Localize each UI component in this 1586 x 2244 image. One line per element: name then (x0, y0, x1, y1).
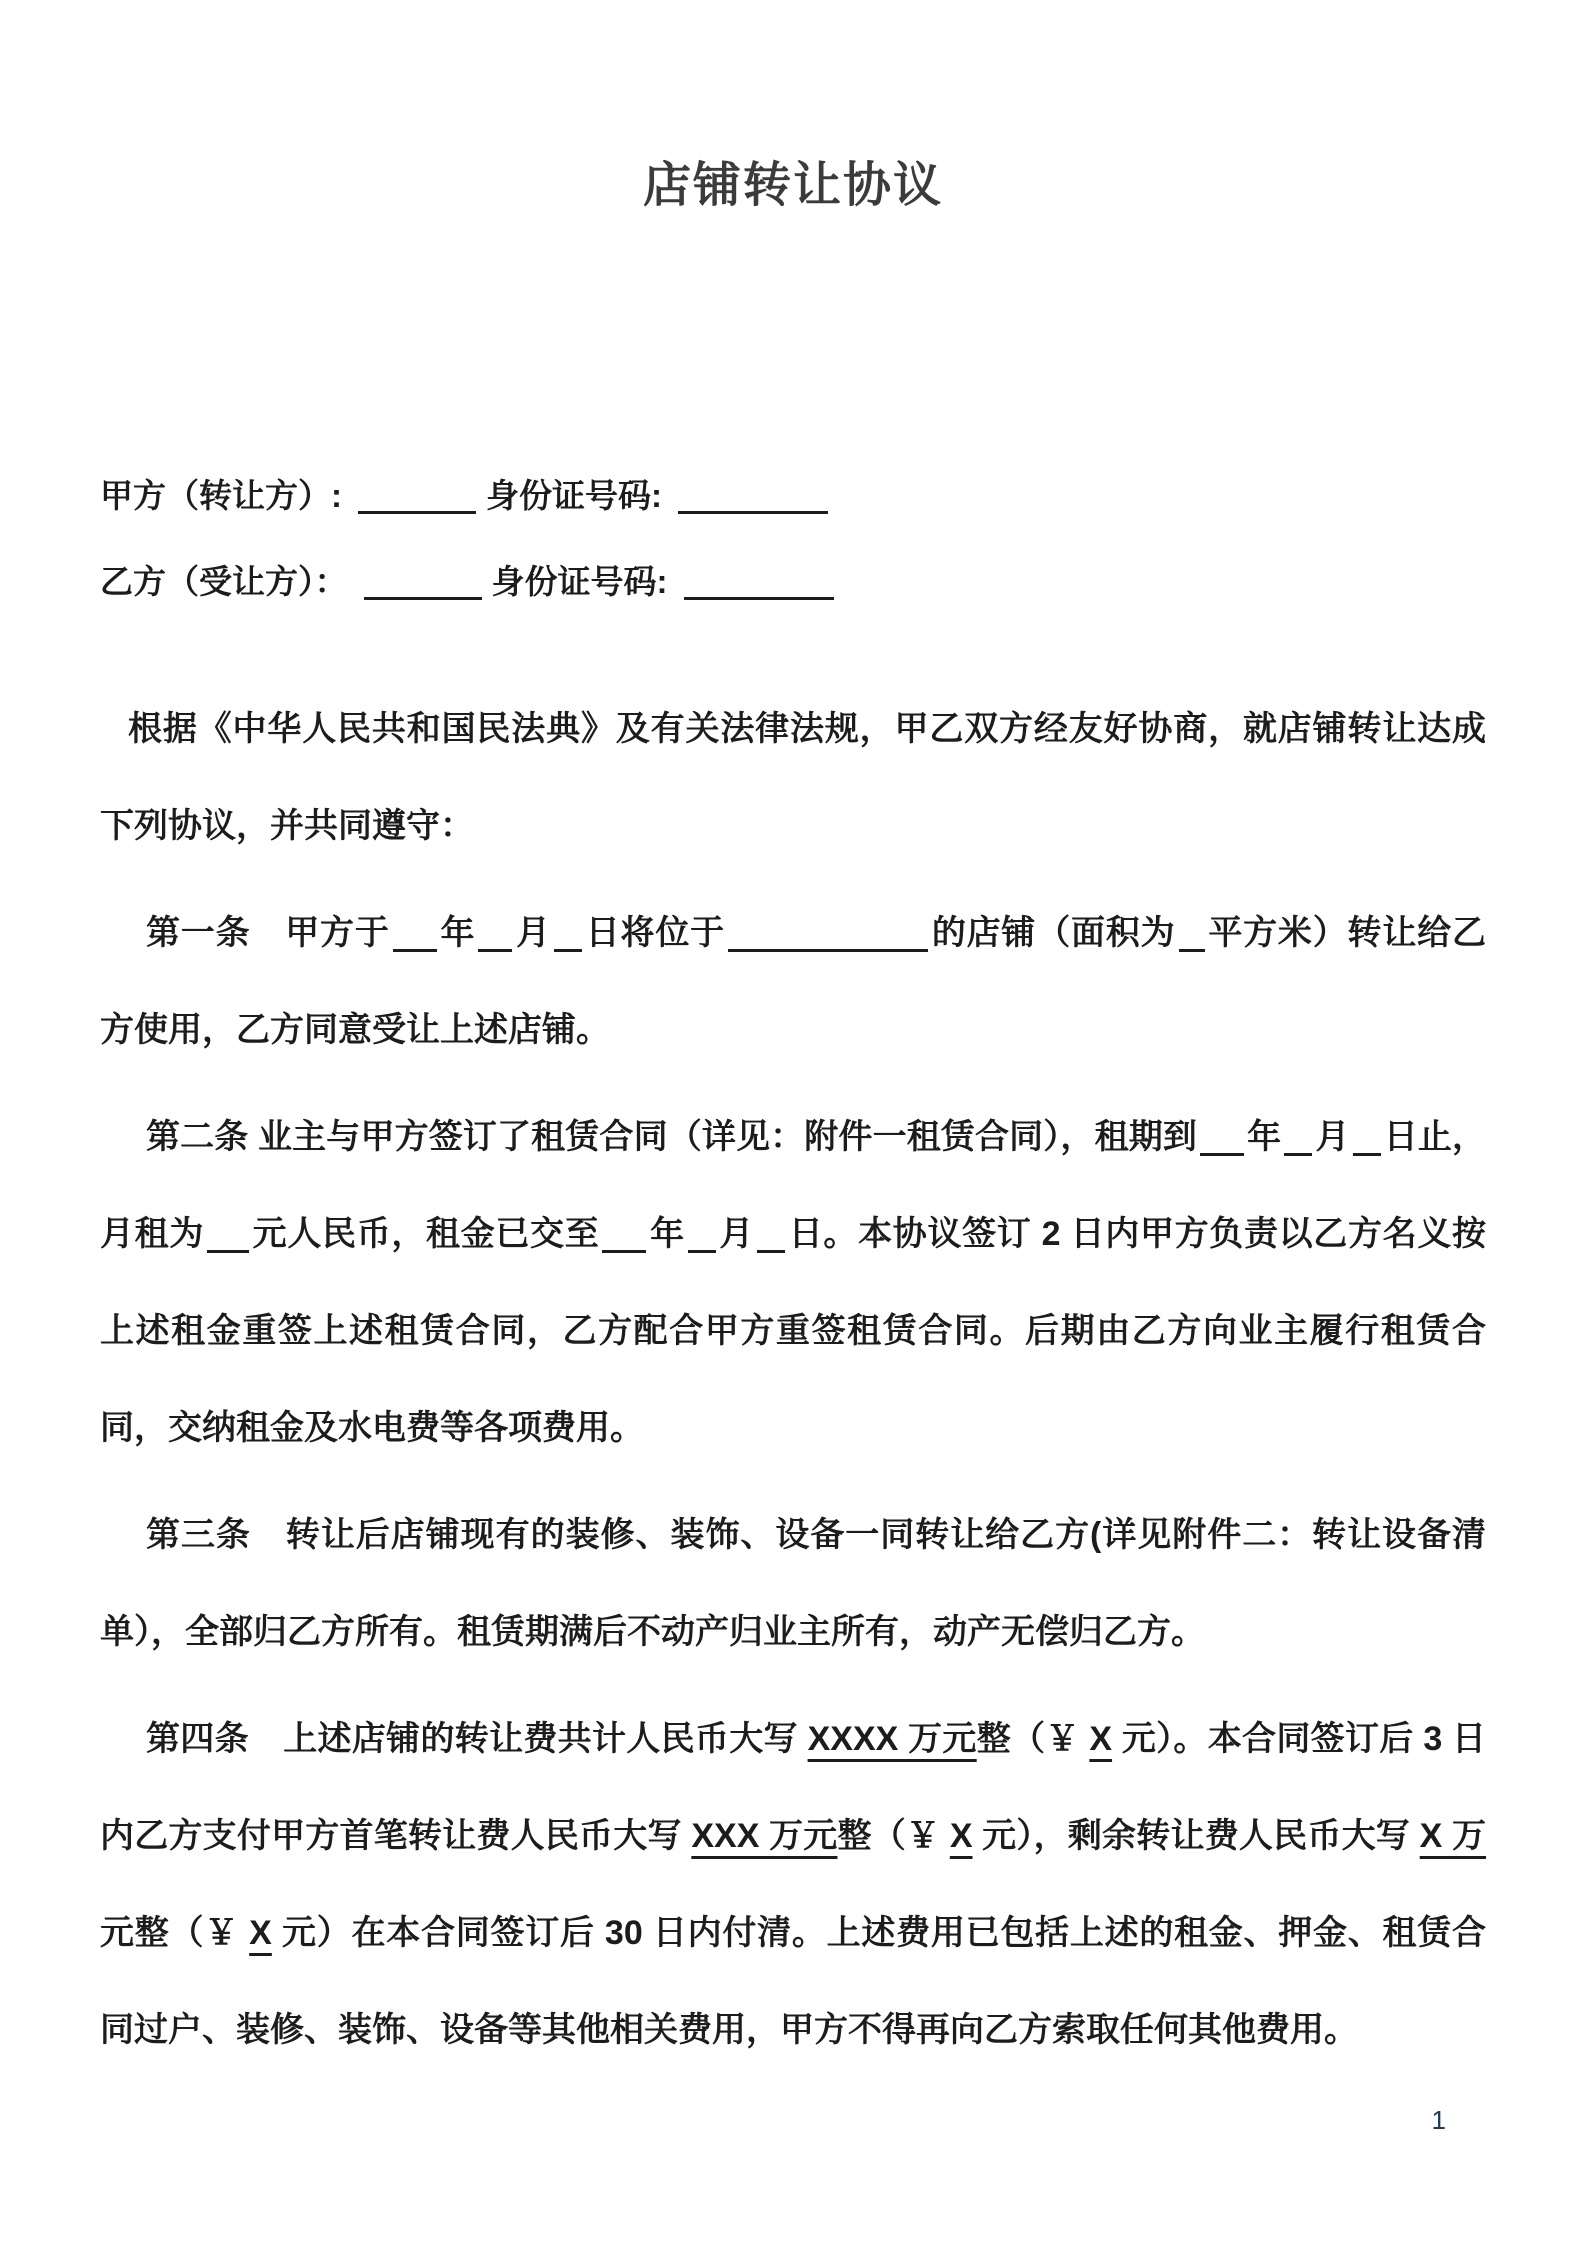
party-a-id-label: 身份证号码: (486, 477, 662, 514)
text-run: 平方米）转让给乙方使用，乙方同意受让上述店铺。 (100, 914, 1486, 1049)
party-a-label: 甲方（转让方）: (100, 477, 342, 514)
contract-body (100, 681, 1486, 2079)
party-b-id-label: 身份证号码: (491, 563, 668, 600)
text-run: 年 (649, 1215, 685, 1253)
underlined-value: X 万 (1419, 1817, 1487, 1855)
party-b-line (100, 539, 1486, 625)
page-number: 1 (1431, 2105, 1446, 2135)
parties-section (100, 453, 1486, 625)
text-run: 日止，月租为 (100, 1118, 1487, 1253)
party-b-label: 乙方（受让方）： (100, 563, 348, 600)
fill-in-blank[interactable] (1179, 922, 1205, 952)
underlined-value: X (949, 1817, 973, 1855)
text-run: 第一条 甲方于 (146, 914, 390, 952)
underlined-value: X (249, 1914, 272, 1952)
fill-in-blank[interactable] (728, 922, 928, 952)
party-b-name-blank[interactable] (364, 570, 482, 600)
text-run: 根据《中华人民共和国民法典》及有关法律法规，甲乙双方经友好协商，就店铺转让达成下列协议，并共同遵守： (100, 710, 1486, 845)
text-run: 第三条 转让后店铺现有的装修、装饰、设备一同转让给乙方(详见附件二：转让设备清单），全部归乙方所有。租赁期满后不动产归业主所有，动产无偿归乙方。 (100, 1516, 1486, 1651)
text-run: 元）。本合同签订后 3 日内乙方支付甲方首笔转让费人民币大写 (100, 1720, 1486, 1855)
party-a-id-blank[interactable] (678, 484, 828, 514)
text-run: 日将位于 (584, 914, 725, 952)
text-run: 第四条 上述店铺的转让费共计人民币大写 (146, 1720, 808, 1758)
article-1-paragraph (100, 885, 1486, 1079)
party-b-id-blank[interactable] (684, 570, 834, 600)
text-run: 年 (439, 914, 476, 952)
text-run: 第二条 业主与甲方签订了租赁合同（详见：附件一租赁合同），租期到 (146, 1118, 1197, 1156)
fill-in-blank[interactable] (688, 1223, 716, 1253)
underlined-value: X (1089, 1720, 1113, 1758)
fill-in-blank[interactable] (757, 1223, 785, 1253)
party-a-line (100, 453, 1486, 539)
fill-in-blank[interactable] (1200, 1126, 1244, 1156)
fill-in-blank[interactable] (478, 922, 512, 952)
text-run: 月 (1315, 1118, 1350, 1156)
text-run: 元人民币，租金已交至 (252, 1215, 600, 1253)
fill-in-blank[interactable] (1353, 1126, 1381, 1156)
text-run: 月 (718, 1215, 755, 1253)
party-a-name-blank[interactable] (358, 484, 476, 514)
text-run: 的店铺（面积为 (931, 914, 1176, 952)
text-run: 日。本协议签订 2 日内甲方负责以乙方名义按上述租金重签上述租赁合同，乙方配合甲方重签租赁合同。后期由乙方向业主履行租赁合同，交纳租金及水电费等各项费用。 (100, 1215, 1486, 1447)
fill-in-blank[interactable] (393, 922, 437, 952)
text-run: 年 (1247, 1118, 1282, 1156)
text-run: 整（￥ (976, 1720, 1090, 1758)
text-run: 整（￥ (837, 1817, 950, 1855)
fill-in-blank[interactable] (207, 1223, 249, 1253)
text-run: 元整（￥ (100, 1914, 250, 1952)
document-title: 店铺转让协议 (642, 159, 943, 212)
article-3-paragraph (100, 1487, 1486, 1681)
text-run: 月 (515, 914, 551, 952)
underlined-value: XXX 万元 (691, 1817, 838, 1855)
article-4-paragraph (100, 1691, 1486, 2079)
underlined-value: XXXX 万元 (807, 1720, 977, 1758)
article-2-paragraph (100, 1089, 1486, 1477)
fill-in-blank[interactable] (554, 922, 582, 952)
text-run: 元），剩余转让费人民币大写 (972, 1817, 1420, 1855)
intro-paragraph (100, 681, 1486, 875)
text-run: 元）在本合同签订后 30 日内付清。上述费用已包括上述的租金、押金、租赁合同过户、装修、装饰、设备等其他相关费用，甲方不得再向乙方索取任何其他费用。 (100, 1914, 1487, 2049)
fill-in-blank[interactable] (1284, 1126, 1312, 1156)
fill-in-blank[interactable] (602, 1223, 646, 1253)
